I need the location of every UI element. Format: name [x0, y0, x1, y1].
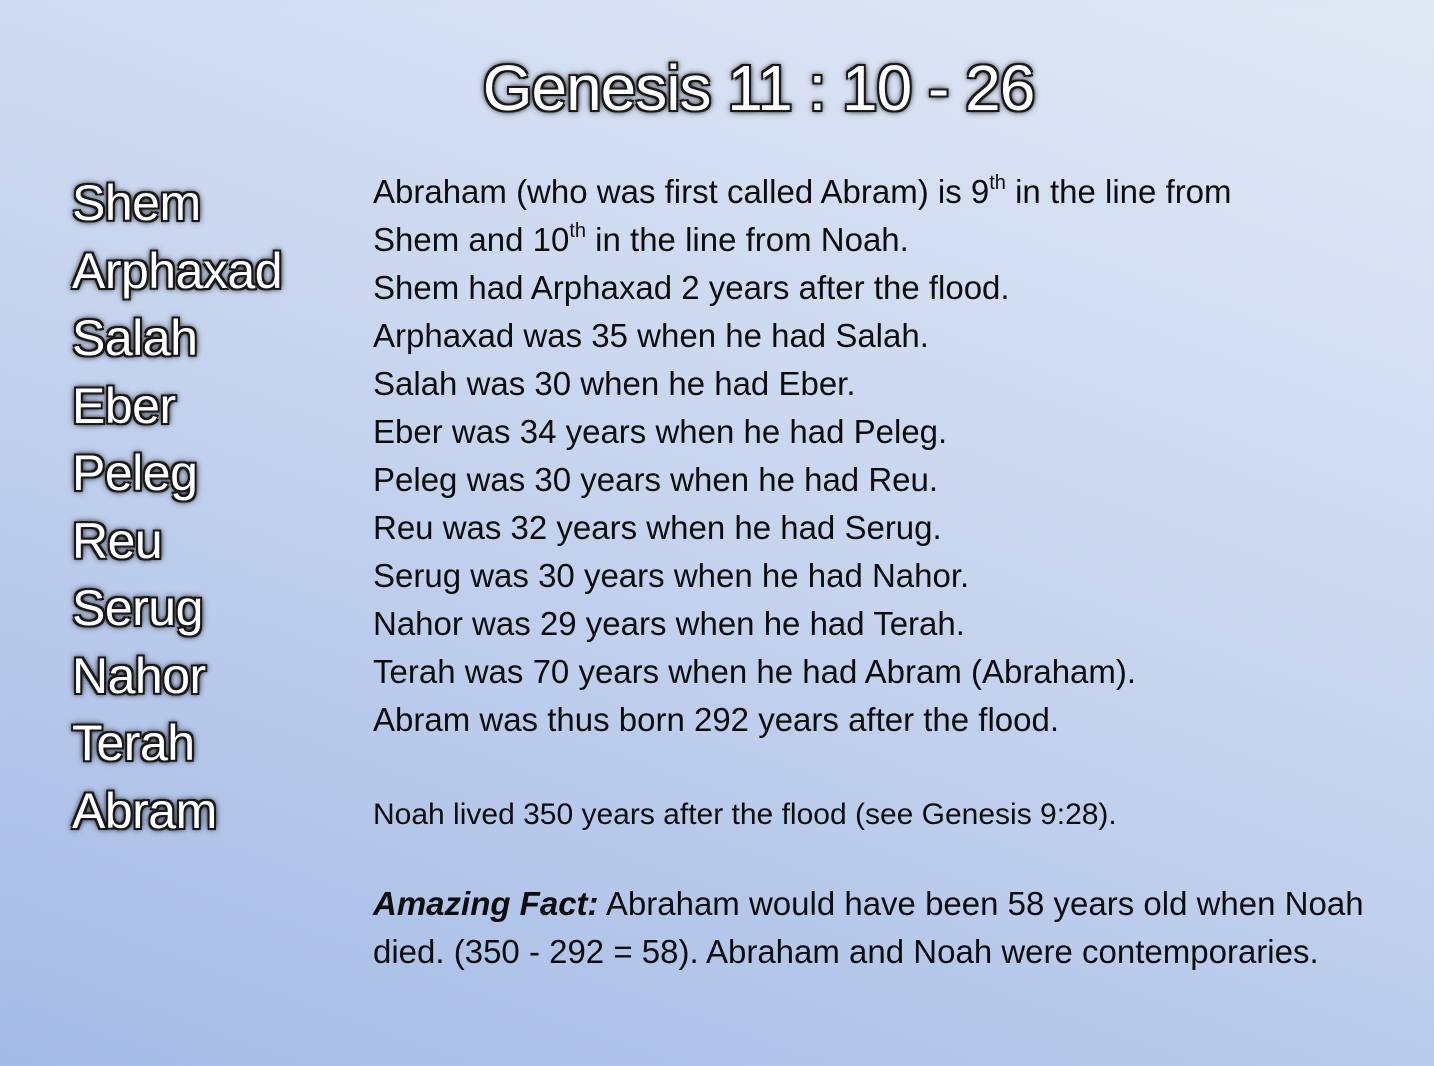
text-line: Reu was 32 years when he had Serug.	[373, 509, 942, 546]
name-item: Eber	[72, 377, 176, 434]
name-item: Reu	[72, 512, 163, 569]
intro-line-2: Shem and 10th in the line from Noah.	[373, 220, 909, 258]
name-item: Peleg	[72, 445, 198, 501]
noah-note: Noah lived 350 years after the flood (see Genesis 9:28).	[373, 798, 1117, 831]
name-item: Nahor	[72, 647, 206, 704]
amazing-fact-text: Abraham would have been 58 years old when Noah died. (350 - 292 = 58). Abraham and Noah were contemporaries.	[373, 885, 1364, 970]
name-item: Salah	[72, 310, 198, 366]
name-item: Arphaxad	[72, 242, 283, 299]
text-line: Serug was 30 years when he had Nahor.	[373, 557, 970, 594]
text-line: Abram was thus born 292 years after the flood.	[373, 701, 1060, 738]
text-line: Nahor was 29 years when he had Terah.	[373, 605, 965, 642]
amazing-fact	[373, 880, 1383, 976]
slide-title: Genesis 11 : 10 - 26	[482, 52, 1035, 124]
text-line: Salah was 30 when he had Eber.	[373, 365, 856, 402]
name-item: Abram	[72, 782, 217, 839]
name-item: Terah	[72, 715, 195, 771]
intro-line-1: Abraham (who was first called Abram) is 9th in the line from	[373, 172, 1232, 210]
text-line: Arphaxad was 35 when he had Salah.	[373, 317, 929, 354]
text-line: Shem had Arphaxad 2 years after the flood.	[373, 269, 1010, 306]
name-item: Shem	[72, 175, 201, 231]
genealogy-name-list	[72, 170, 282, 845]
text-line: Peleg was 30 years when he had Reu.	[373, 461, 939, 498]
name-item: Serug	[72, 580, 203, 636]
genealogy-text	[373, 168, 1383, 744]
amazing-fact-label: Amazing Fact:	[373, 885, 599, 922]
text-line: Eber was 34 years when he had Peleg.	[373, 413, 948, 450]
text-line: Terah was 70 years when he had Abram (Abraham).	[373, 653, 1137, 690]
